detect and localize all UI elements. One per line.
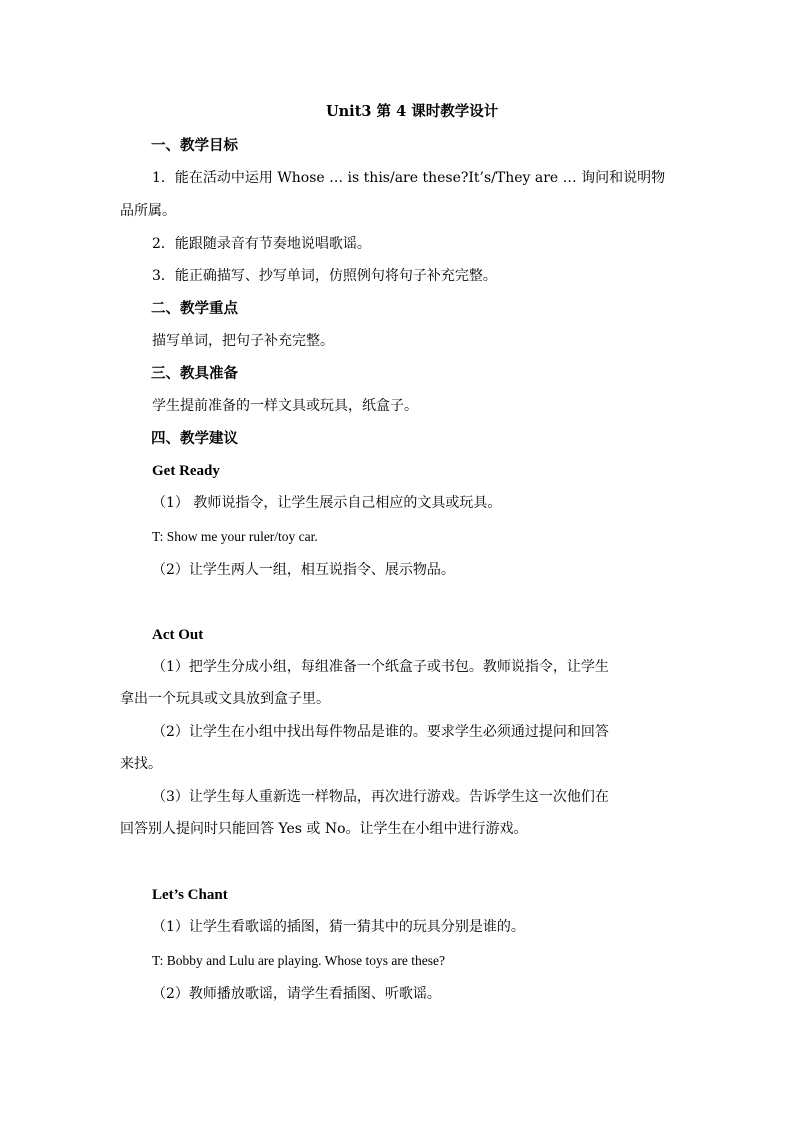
act-out-step-1-line-1: （1）把学生分成小组，每组准备一个纸盒子或书包。教师说指令，让学生 — [152, 659, 609, 675]
heading-suggestions: 四、教学建议 — [151, 430, 238, 447]
objective-1-line-1: 1．能在活动中运用 Whose … is this/are these?It’s/They are … 询问和说明物 — [152, 170, 666, 186]
get-ready-step-1: （1） 教师说指令，让学生展示自己相应的文具或玩具。 — [152, 495, 502, 511]
objective-1-line-2: 品所属。 — [120, 203, 176, 219]
act-out-step-2-line-1: （2）让学生在小组中找出每件物品是谁的。要求学生必须通过提问和回答 — [152, 724, 609, 740]
act-out-step-3-line-2: 回答别人提问时只能回答 Yes 或 No。让学生在小组中进行游戏。 — [120, 821, 528, 837]
heading-objectives: 一、教学目标 — [151, 137, 238, 154]
get-ready-step-2: （2）让学生两人一组，相互说指令、展示物品。 — [152, 562, 455, 578]
heading-materials: 三、教具准备 — [151, 365, 238, 382]
act-out-step-3-line-1: （3）让学生每人重新选一样物品，再次进行游戏。告诉学生这一次他们在 — [152, 789, 609, 805]
key-points-text: 描写单词，把句子补充完整。 — [152, 333, 334, 349]
lets-chant-step-2: （2）教师播放歌谣，请学生看插图、听歌谣。 — [152, 986, 441, 1002]
act-out-step-1-line-2: 拿出一个玩具或文具放到盒子里。 — [120, 691, 330, 707]
heading-key-points: 二、教学重点 — [151, 300, 238, 317]
get-ready-example: T: Show me your ruler/toy car. — [152, 529, 318, 544]
get-ready-label: Get Ready — [152, 463, 220, 479]
document-title: Unit3 第 4 课时教学设计 — [326, 103, 499, 120]
lets-chant-label: Let’s Chant — [152, 887, 228, 903]
objective-3: 3．能正确描写、抄写单词，仿照例句将句子补充完整。 — [152, 268, 497, 284]
act-out-label: Act Out — [152, 627, 204, 643]
materials-text: 学生提前准备的一样文具或玩具，纸盒子。 — [152, 398, 418, 414]
lets-chant-example: T: Bobby and Lulu are playing. Whose toys are these? — [152, 953, 445, 968]
objective-2: 2．能跟随录音有节奏地说唱歌谣。 — [152, 236, 371, 252]
act-out-step-2-line-2: 来找。 — [120, 756, 162, 772]
lets-chant-step-1: （1）让学生看歌谣的插图，猜一猜其中的玩具分别是谁的。 — [152, 919, 525, 935]
